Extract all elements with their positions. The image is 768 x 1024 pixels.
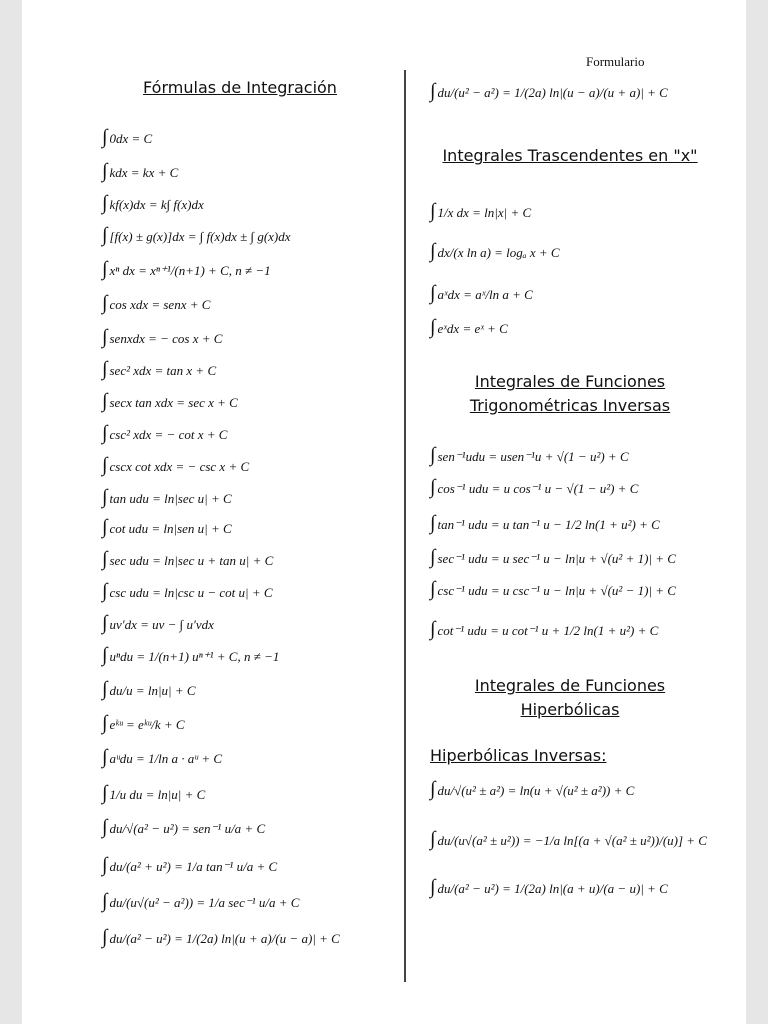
formula-item: ∫ 1/x dx = ln|x| + C [430, 200, 531, 223]
formula-item: ∫ du/u = ln|u| + C [102, 678, 196, 701]
formula-item: ∫ kdx = kx + C [102, 160, 178, 183]
formula-item: ∫ kf(x)dx = k∫ f(x)dx [102, 192, 204, 215]
formula-item: ∫ du/(a² + u²) = 1/a tan⁻¹ u/a + C [102, 854, 277, 877]
formula-item: ∫ du/(u² − a²) = 1/(2a) ln|(u − a)/(u + a)| + C [430, 80, 668, 103]
section-title-trascendentes: Integrales Trascendentes en "x" [442, 146, 698, 165]
formula-item: ∫ cscx cot xdx = − csc x + C [102, 454, 249, 477]
formula-item: ∫ xⁿ dx = xⁿ⁺¹/(n+1) + C, n ≠ −1 [102, 258, 271, 281]
formula-item: ∫ du/(a² − u²) = 1/(2a) ln|(u + a)/(u − a)| + C [102, 926, 340, 949]
page-edge-left [0, 0, 22, 1024]
section-title-hiperbolicas-inversas: Hiperbólicas Inversas: [430, 746, 607, 765]
formula-item: ∫ du/(a² − u²) = 1/(2a) ln|(a + u)/(a − u)| + C [430, 876, 668, 899]
page-edge-right [746, 0, 768, 1024]
formula-item: ∫ cot⁻¹ udu = u cot⁻¹ u + 1/2 ln(1 + u²) + C [430, 618, 658, 641]
column-divider [404, 70, 406, 982]
formula-item: ∫ cos⁻¹ udu = u cos⁻¹ u − √(1 − u²) + C [430, 476, 638, 499]
formula-item: ∫ uⁿdu = 1/(n+1) uⁿ⁺¹ + C, n ≠ −1 [102, 644, 279, 667]
formula-item: ∫ du/√(a² − u²) = sen⁻¹ u/a + C [102, 816, 265, 839]
formula-item: ∫ tan⁻¹ udu = u tan⁻¹ u − 1/2 ln(1 + u²) + C [430, 512, 660, 535]
formula-item: ∫ csc⁻¹ udu = u csc⁻¹ u − ln|u + √(u² − 1)| + C [430, 578, 676, 601]
section-title-hiperbolicas-2: Hiperbólicas [520, 700, 620, 719]
header-label: Formulario [586, 54, 645, 69]
formula-item: ∫ csc udu = ln|csc u − cot u| + C [102, 580, 273, 603]
formula-item: ∫ cot udu = ln|sen u| + C [102, 516, 232, 539]
section-title-hiperbolicas-1: Integrales de Funciones [474, 676, 666, 695]
formula-item: ∫ tan udu = ln|sec u| + C [102, 486, 232, 509]
formula-item: ∫ du/√(u² ± a²) = ln(u + √(u² ± a²)) + C [430, 778, 634, 801]
formula-item: ∫ secx tan xdx = sec x + C [102, 390, 238, 413]
formula-item: ∫ aˣdx = aˣ/ln a + C [430, 282, 533, 305]
formula-item: ∫ sen⁻¹udu = usen⁻¹u + √(1 − u²) + C [430, 444, 629, 467]
formula-item: ∫ [f(x) ± g(x)]dx = ∫ f(x)dx ± ∫ g(x)dx [102, 224, 291, 247]
formula-item: ∫ sec² xdx = tan x + C [102, 358, 216, 381]
formula-item: ∫ csc² xdx = − cot x + C [102, 422, 227, 445]
section-title-trig-inversas-1: Integrales de Funciones [474, 372, 666, 391]
formula-item: ∫ dx/(x ln a) = logₐ x + C [430, 240, 560, 263]
formula-item: ∫ 1/u du = ln|u| + C [102, 782, 205, 805]
formula-item: ∫ senxdx = − cos x + C [102, 326, 222, 349]
left-column-title: Fórmulas de Integración [143, 78, 337, 97]
formula-item: ∫ du/(u√(a² ± u²)) = −1/a ln[(a + √(a² ± u²))/(u)] + C [430, 828, 707, 851]
formula-item: ∫ uv′dx = uv − ∫ u′vdx [102, 612, 214, 635]
formula-item: ∫ eᵏᵘ = eᵏᵘ/k + C [102, 712, 185, 735]
formula-item: ∫ cos xdx = senx + C [102, 292, 210, 315]
formula-item: ∫ sec udu = ln|sec u + tan u| + C [102, 548, 273, 571]
formula-item: ∫ du/(u√(u² − a²)) = 1/a sec⁻¹ u/a + C [102, 890, 299, 913]
formula-item: ∫ sec⁻¹ udu = u sec⁻¹ u − ln|u + √(u² + 1)| + C [430, 546, 676, 569]
section-title-trig-inversas-2: Trigonométricas Inversas [469, 396, 671, 415]
formula-item: ∫ 0dx = C [102, 126, 152, 149]
formula-item: ∫ eˣdx = eˣ + C [430, 316, 508, 339]
formula-item: ∫ aᵘdu = 1/ln a · aᵘ + C [102, 746, 222, 769]
